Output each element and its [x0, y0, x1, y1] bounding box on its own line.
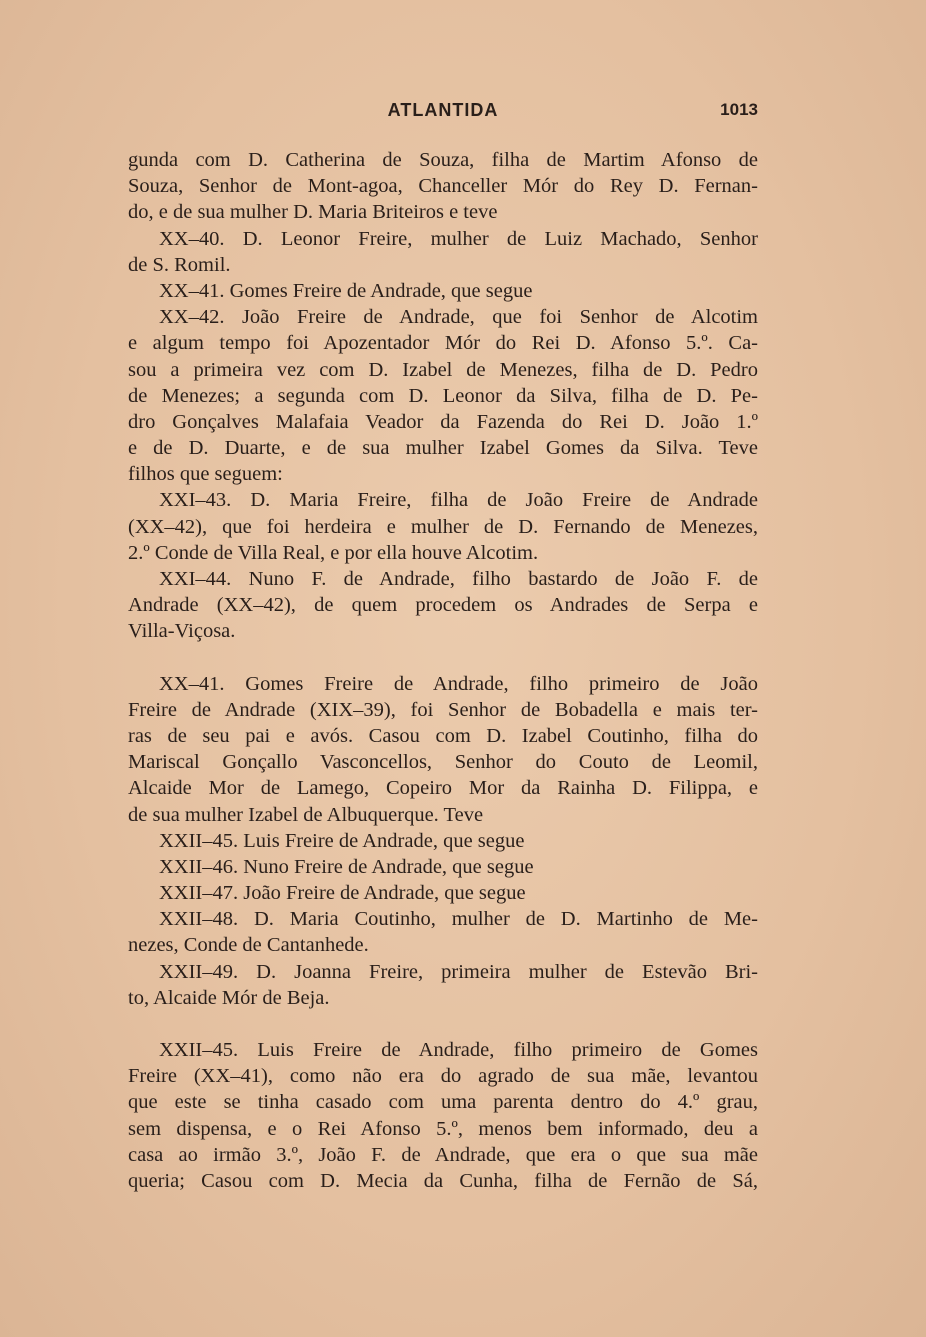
text-line: XXII–45. Luis Freire de Andrade, que segue: [159, 829, 525, 852]
text-line: e algum tempo foi Apozentador Mór do Rei D. Afonso 5.º. Ca-: [128, 332, 758, 355]
text-line: Souza, Senhor de Mont-agoa, Chanceller Mór do Rey D. Fernan-: [128, 175, 758, 198]
text-line: filhos que seguem:: [128, 463, 283, 486]
running-title: ATLANTIDA: [387, 100, 499, 120]
paragraph: [128, 226, 758, 278]
section-break: [128, 1011, 758, 1037]
paragraph: [128, 278, 758, 304]
text-line: XXII–46. Nuno Freire de Andrade, que segue: [159, 855, 534, 878]
body-text: [128, 147, 758, 1194]
text-line: to, Alcaide Mór de Beja.: [128, 986, 330, 1009]
text-line: Alcaide Mor de Lamego, Copeiro Mor da Rainha D. Filippa, e: [128, 777, 758, 800]
paragraph: [128, 1037, 758, 1194]
paragraph: [128, 906, 758, 958]
text-line: ras de seu pai e avós. Casou com D. Izabel Coutinho, filha do: [128, 724, 758, 747]
text-line: Andrade (XX–42), de quem procedem os Andrades de Serpa e: [128, 594, 758, 617]
text-line: dro Gonçalves Malafaia Veador da Fazenda do Rei D. João 1.º: [128, 410, 758, 433]
paragraph: [128, 959, 758, 1011]
paragraph: [128, 304, 758, 487]
text-line: nezes, Conde de Cantanhede.: [128, 934, 369, 957]
text-line: Mariscal Gonçallo Vasconcellos, Senhor do Couto de Leomil,: [128, 751, 758, 774]
text-line: de Menezes; a segunda com D. Leonor da Silva, filha de D. Pe-: [128, 384, 758, 407]
text-line: (XX–42), que foi herdeira e mulher de D. Fernando de Menezes,: [128, 515, 758, 538]
text-line: sou a primeira vez com D. Izabel de Menezes, filha de D. Pedro: [128, 358, 758, 381]
paragraph: [128, 487, 758, 566]
paragraph: [128, 880, 758, 906]
text-line: Villa-Viçosa.: [128, 620, 236, 643]
text-line: XX–41. Gomes Freire de Andrade, filho primeiro de João: [159, 672, 758, 695]
paragraph: [128, 147, 758, 226]
text-line: XXI–44. Nuno F. de Andrade, filho bastardo de João F. de: [159, 568, 758, 590]
text-line: gunda com D. Catherina de Souza, filha de Martim Afonso de: [128, 149, 758, 171]
text-line: XX–42. João Freire de Andrade, que foi Senhor de Alcotim: [159, 306, 758, 329]
paragraph: [128, 671, 758, 828]
text-line: sem dispensa, e o Rei Afonso 5.º, menos bem informado, deu a: [128, 1117, 758, 1140]
text-line: XXII–45. Luis Freire de Andrade, filho primeiro de Gomes: [159, 1039, 758, 1061]
text-line: Freire de Andrade (XIX–39), foi Senhor de Bobadella e mais ter-: [128, 698, 758, 721]
page-number: 1013: [720, 100, 758, 119]
text-line: queria; Casou com D. Mecia da Cunha, filha de Fernão de Sá,: [128, 1169, 758, 1192]
text-line: XXI–43. D. Maria Freire, filha de João Freire de Andrade: [159, 489, 758, 512]
text-line: XXII–47. João Freire de Andrade, que segue: [159, 882, 526, 905]
text-line: casa ao irmão 3.º, João F. de Andrade, que era o que sua mãe: [128, 1143, 758, 1166]
section-break: [128, 645, 758, 671]
paragraph: [128, 828, 758, 854]
text-line: Freire (XX–41), como não era do agrado de sua mãe, levantou: [128, 1065, 758, 1088]
text-line: XX–41. Gomes Freire de Andrade, que segue: [159, 279, 533, 302]
paragraph: [128, 566, 758, 645]
text-line: XXII–48. D. Maria Coutinho, mulher de D. Martinho de Me-: [159, 908, 758, 931]
text-line: que este se tinha casado com uma parenta dentro do 4.º grau,: [128, 1091, 758, 1114]
text-line: 2.º Conde de Villa Real, e por ella houve Alcotim.: [128, 541, 539, 564]
text-line: e de D. Duarte, e de sua mulher Izabel Gomes da Silva. Teve: [128, 437, 758, 460]
text-line: XX–40. D. Leonor Freire, mulher de Luiz Machado, Senhor: [159, 227, 758, 250]
text-line: de S. Romil.: [128, 253, 231, 276]
page-header: [128, 100, 758, 126]
text-line: de sua mulher Izabel de Albuquerque. Teve: [128, 803, 484, 826]
text-line: do, e de sua mulher D. Maria Briteiros e teve: [128, 201, 498, 224]
text-line: XXII–49. D. Joanna Freire, primeira mulher de Estevão Bri-: [159, 960, 758, 983]
paragraph: [128, 854, 758, 880]
